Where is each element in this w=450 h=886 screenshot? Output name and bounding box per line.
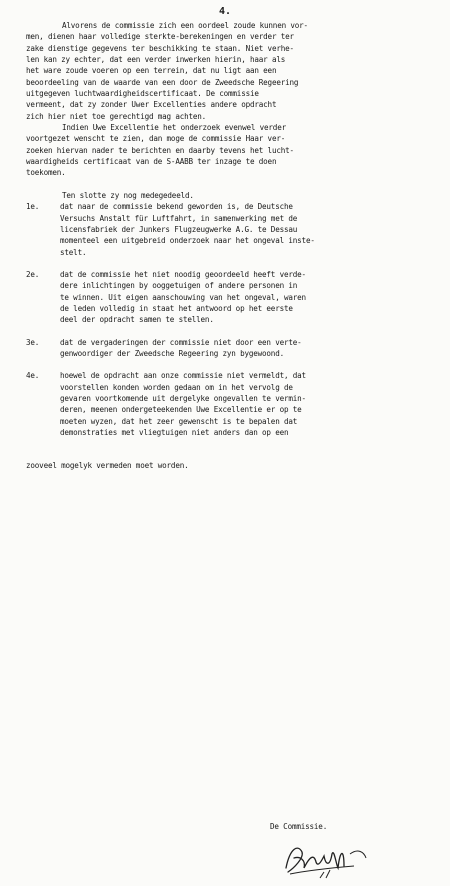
item-number: 4e. (26, 371, 40, 381)
list-item (26, 269, 444, 326)
item-number: 3e. (26, 337, 40, 347)
text-line: deren, meenen ondergeteekenden Uwe Excellentie er op te (60, 405, 302, 415)
text-line: dat de vergaderingen der commissie niet door een verte- (60, 337, 302, 347)
closing-line: zooveel mogelyk vermeden moet worden. (26, 461, 189, 471)
item-number: 2e. (26, 269, 40, 279)
text-line: men, dienen haar volledige sterkte-berekeningen en verder ter (26, 32, 294, 42)
text-line: momenteel een uitgebreid onderzoek naar het ongeval inste- (60, 236, 315, 246)
text-line: het ware zoude voeren op een terrein, dat nu ligt aan een (26, 66, 277, 76)
signatory-label: De Commissie. (270, 822, 328, 831)
text-line: waardigheids certificaat van de S-AABB ter inzage te doen (26, 157, 277, 167)
page-number: 4. (218, 6, 232, 17)
intro-line: Ten slotte zy nog medegedeeld. (62, 190, 194, 200)
item-number: 1e. (26, 202, 40, 212)
text-line: uitgegeven luchtwaardigheidscertificaat. De commissie (26, 89, 259, 99)
paragraph-2 (26, 122, 444, 179)
text-line: dat de commissie het niet noodig geoordeeld heeft verde- (60, 269, 306, 279)
list-item (26, 370, 444, 438)
handwritten-signature (280, 838, 376, 882)
text-line: zake dienstige gegevens ter beschikking te staan. Niet verhe- (26, 43, 294, 53)
list-item (26, 337, 444, 360)
list-item (26, 201, 444, 258)
text-line: len kan zy echter, dat een verder inwerken hierin, haar als (26, 55, 286, 65)
text-line: voortgezet wenscht te zien, dan moge de commissie Haar ver- (26, 134, 286, 144)
text-line: Alvorens de commissie zich een oordeel zoude kunnen vor- (62, 21, 308, 30)
text-line: dere inlichtingen by ooggetuigen of andere personen in (60, 281, 298, 291)
paragraph-1 (26, 20, 444, 122)
text-line: toekomen. (26, 168, 66, 178)
text-line: demonstraties met vliegtuigen niet anders dan op een (60, 428, 289, 437)
text-line: hoewel de opdracht aan onze commissie niet vermeldt, dat (60, 371, 306, 381)
text-line: Versuchs Anstalt für Luftfahrt, in samenwerking met de (60, 213, 298, 223)
document-body (26, 20, 444, 472)
text-line: stelt. (60, 247, 87, 257)
text-line: zich hier niet toe gerechtigd mag achten. (26, 111, 207, 121)
text-line: zoeken hiervan nader te berichten en daarby tevens het lucht- (26, 145, 294, 155)
text-line: licensfabriek der Junkers Flugzeugwerke A.G. te Dessau (60, 224, 298, 234)
text-line: dat naar de commissie bekend geworden is, de Deutsche (60, 202, 293, 212)
text-line: beoordeeling van de waarde van een door de Zweedsche Regeering (26, 77, 299, 87)
text-line: deel der opdracht samen te stellen. (60, 315, 214, 325)
text-line: te winnen. Uit eigen aanschouwing van het ongeval, waren (60, 292, 306, 302)
text-line: moeten wyzen, dat het zeer gewenscht is te bepalen dat (60, 416, 298, 426)
text-line: genwoordiger der Zweedsche Regeering zyn bygewoond. (60, 348, 284, 358)
text-line: vermeent, dat zy zonder Uwer Excellenties andere opdracht (26, 100, 277, 110)
text-line: de leden volledig in staat het antwoord op het eerste (60, 303, 293, 313)
text-line: voorstellen konden worden gedaan om in het vervolg de (60, 382, 293, 392)
text-line: gevaren voortkomende uit dergelyke ongevallen te vermin- (60, 393, 306, 403)
text-line: Indien Uwe Excellentie het onderzoek evenwel verder (62, 123, 286, 133)
